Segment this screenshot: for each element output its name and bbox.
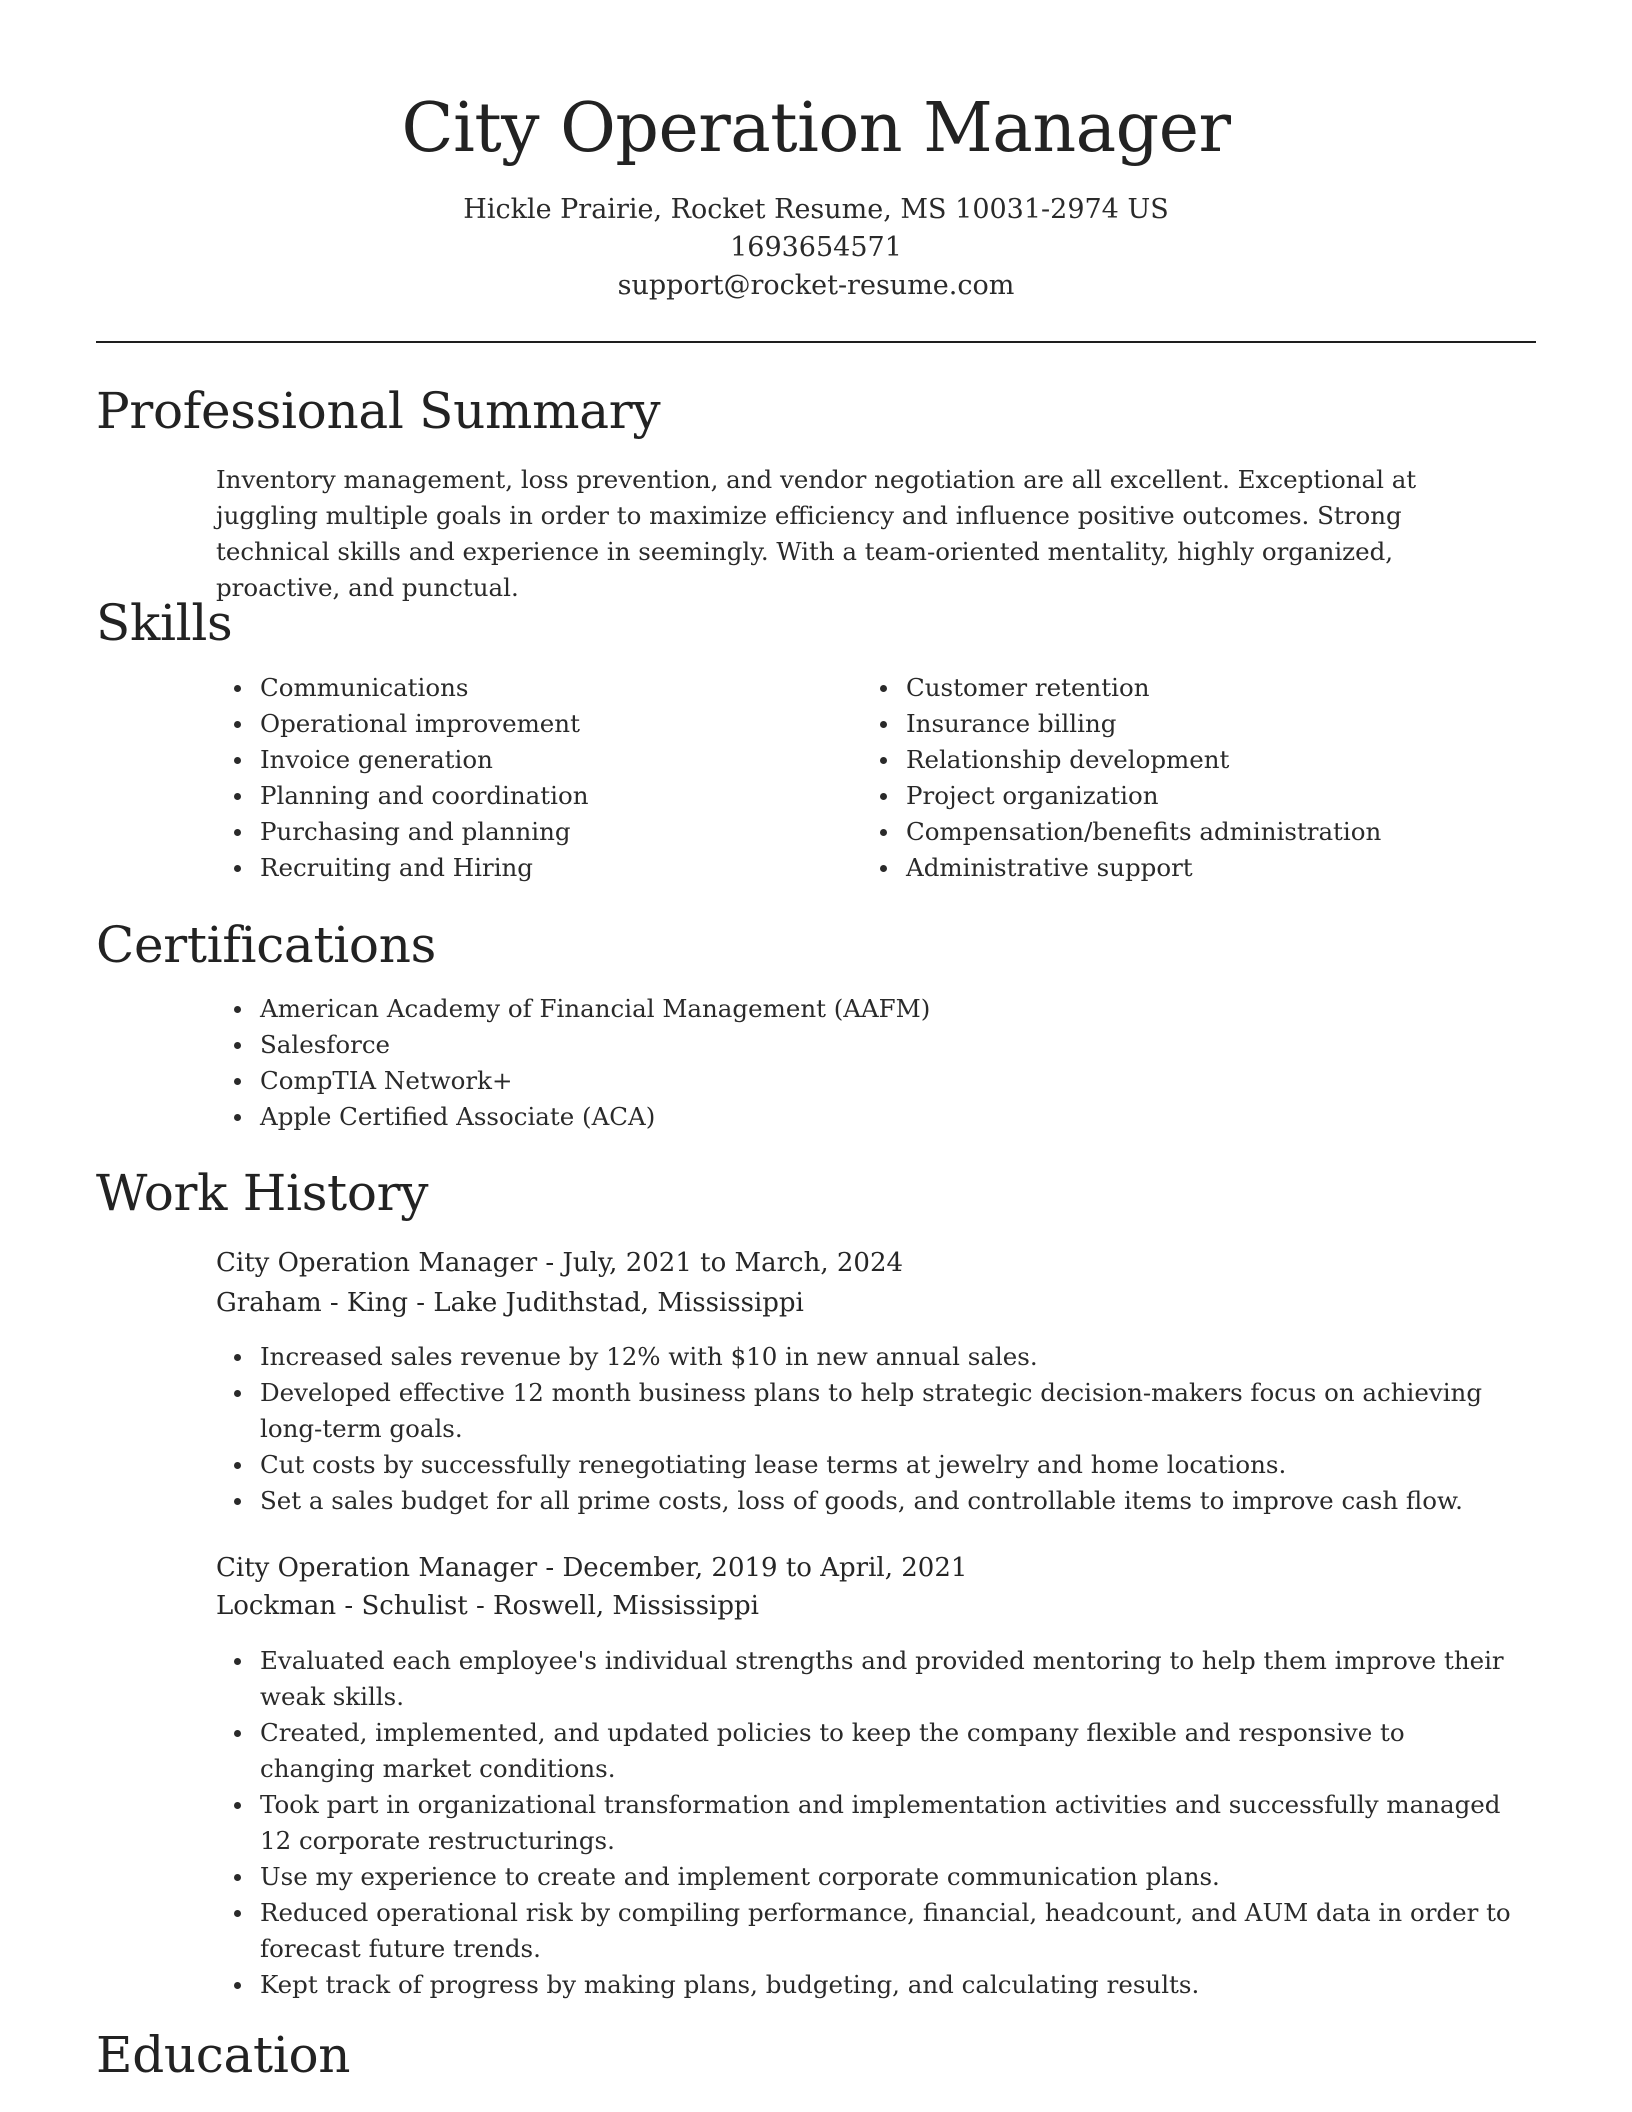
list-item: Administrative support bbox=[862, 850, 1522, 886]
job-1-company: Graham - King - Lake Judithstad, Mississippi bbox=[216, 1288, 804, 1318]
header-divider bbox=[96, 341, 1536, 343]
list-item: Invoice generation bbox=[216, 742, 816, 778]
candidate-name: City Operation Manager bbox=[401, 89, 1231, 168]
list-item: Customer retention bbox=[862, 670, 1522, 706]
phone: 1693654571 bbox=[730, 232, 902, 263]
list-item: Communications bbox=[216, 670, 816, 706]
list-item: Apple Certified Associate (ACA) bbox=[216, 1099, 1516, 1135]
list-item: Kept track of progress by making plans, budgeting, and calculating results. bbox=[216, 1967, 1516, 2003]
job-2-heading: City Operation Manager - December, 2019 to April, 2021 bbox=[216, 1553, 968, 1583]
work-history-heading: Work History bbox=[96, 1164, 429, 1222]
list-item: Compensation/benefits administration bbox=[862, 814, 1522, 850]
list-item: American Academy of Financial Management (AAFM) bbox=[216, 991, 1516, 1027]
list-item: Increased sales revenue by 12% with $10 in new annual sales. bbox=[216, 1339, 1516, 1375]
summary-text: Inventory management, loss prevention, and vendor negotiation are all excellent. Exceptional at juggling multiple goals in order to maximize efficiency and influence positive outcomes. Strong technical skills and experience in seemingly. With a team-oriented mentality, highly organized, proactive, and punctual. bbox=[216, 465, 1417, 602]
list-item: Took part in organizational transformation and implementation activities and successfully managed 12 corporate restructurings. bbox=[216, 1787, 1516, 1859]
skills-heading: Skills bbox=[96, 594, 233, 652]
list-item: Planning and coordination bbox=[216, 778, 816, 814]
list-item: Operational improvement bbox=[216, 706, 816, 742]
certifications-list bbox=[216, 991, 1516, 1135]
address: Hickle Prairie, Rocket Resume, MS 10031-2974 US bbox=[463, 194, 1169, 225]
list-item: Recruiting and Hiring bbox=[216, 850, 816, 886]
list-item: Salesforce bbox=[216, 1027, 1516, 1063]
certifications-heading: Certifications bbox=[96, 916, 436, 974]
list-item: Purchasing and planning bbox=[216, 814, 816, 850]
list-item: Developed effective 12 month business plans to help strategic decision-makers focus on achieving long-term goals. bbox=[216, 1375, 1516, 1447]
summary-heading: Professional Summary bbox=[96, 382, 661, 440]
education-heading: Education bbox=[96, 2026, 351, 2084]
job-1-heading: City Operation Manager - July, 2021 to March, 2024 bbox=[216, 1248, 904, 1278]
list-item: CompTIA Network+ bbox=[216, 1063, 1516, 1099]
list-item: Insurance billing bbox=[862, 706, 1522, 742]
list-item: Relationship development bbox=[862, 742, 1522, 778]
email: support@rocket-resume.com bbox=[617, 270, 1015, 301]
job-1-bullets bbox=[216, 1339, 1516, 1519]
list-item: Reduced operational risk by compiling performance, financial, headcount, and AUM data in order to forecast future trends. bbox=[216, 1895, 1516, 1967]
contact-block bbox=[0, 191, 1632, 305]
list-item: Set a sales budget for all prime costs, loss of goods, and controllable items to improve cash flow. bbox=[216, 1483, 1516, 1519]
job-2-company: Lockman - Schulist - Roswell, Mississippi bbox=[216, 1591, 759, 1621]
list-item: Evaluated each employee's individual strengths and provided mentoring to help them improve their weak skills. bbox=[216, 1643, 1516, 1715]
list-item: Use my experience to create and implement corporate communication plans. bbox=[216, 1859, 1516, 1895]
job-2-bullets bbox=[216, 1643, 1516, 2003]
skills-list-right bbox=[862, 670, 1522, 886]
list-item: Created, implemented, and updated policies to keep the company flexible and responsive to changing market conditions. bbox=[216, 1715, 1516, 1787]
list-item: Project organization bbox=[862, 778, 1522, 814]
list-item: Cut costs by successfully renegotiating lease terms at jewelry and home locations. bbox=[216, 1447, 1516, 1483]
skills-list-left bbox=[216, 670, 816, 886]
